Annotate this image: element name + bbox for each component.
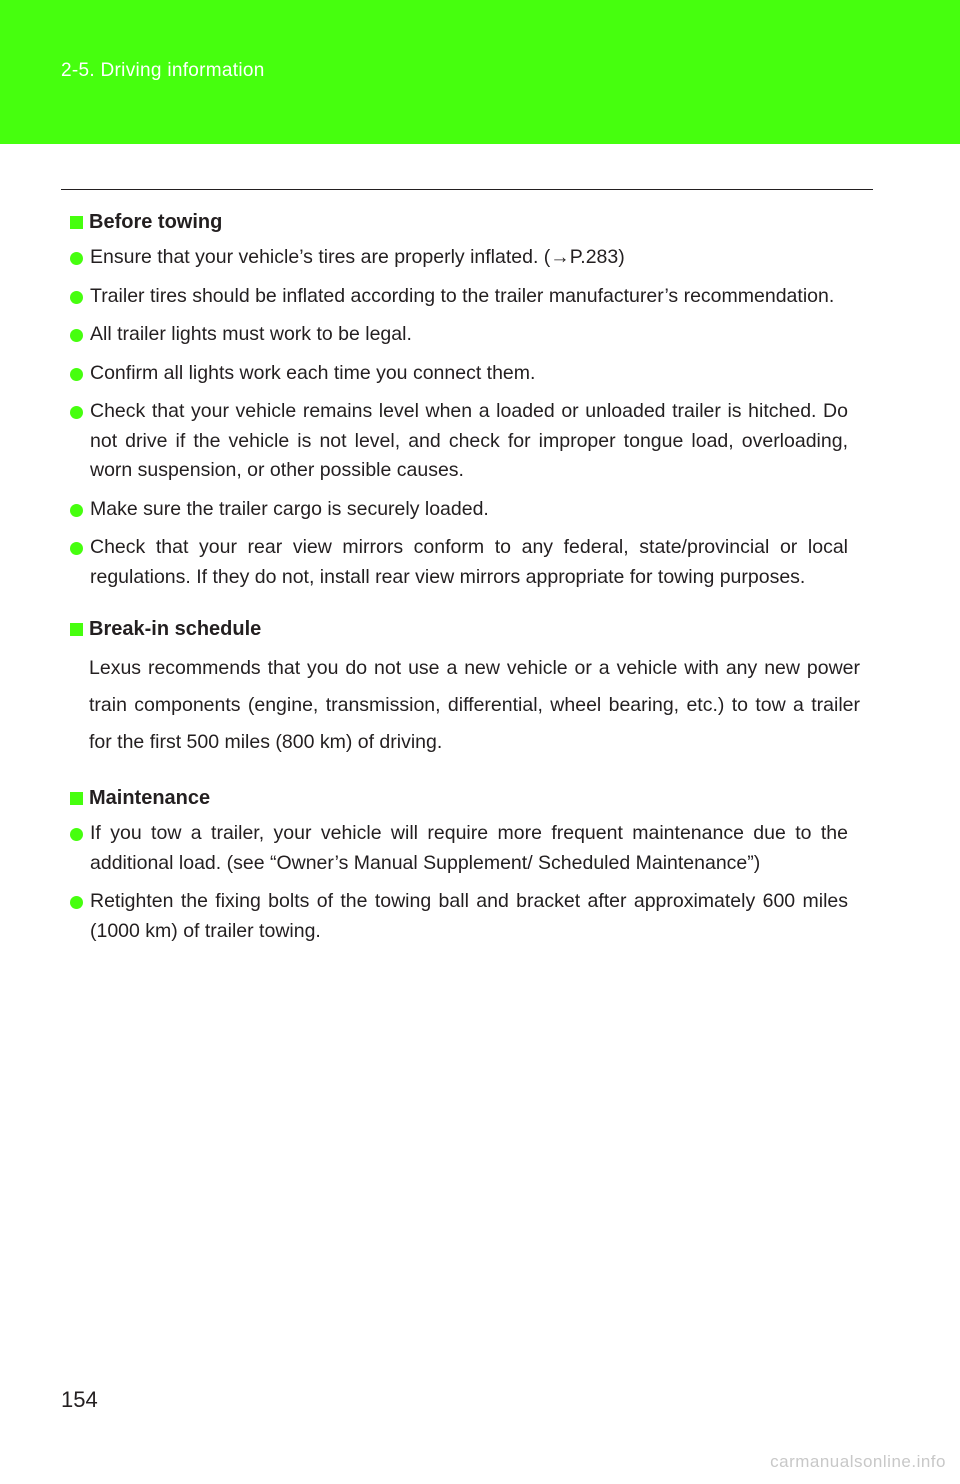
list-item: [70, 887, 860, 946]
list-item-text: If you tow a trailer, your vehicle will require more frequent maintenance due to the additional load. (see “Owner’s Manual Supplement/ Scheduled Maintenance”): [90, 822, 848, 874]
square-bullet-icon: [70, 216, 83, 229]
section-heading: [70, 614, 860, 644]
list-item-text: Check that your rear view mirrors conform to any federal, state/provincial or local regulations. If they do not, install rear view mirrors appropriate for towing purposes.: [90, 536, 848, 588]
list-item-text: Make sure the trailer cargo is securely loaded.: [90, 497, 489, 520]
circle-bullet-icon: [70, 291, 83, 304]
list-item: [70, 359, 860, 389]
header-band: [0, 0, 960, 144]
list-item: [70, 282, 860, 312]
bullet-list: [70, 819, 860, 946]
page-number: 154: [61, 1387, 98, 1412]
page-content: [70, 207, 860, 968]
section-before-towing: [70, 207, 860, 592]
list-item: [70, 533, 860, 592]
circle-bullet-icon: [70, 329, 83, 342]
list-item: [70, 397, 860, 486]
circle-bullet-icon: [70, 406, 83, 419]
list-item-text: Check that your vehicle remains level when a loaded or unloaded trailer is hitched. Do not drive if the vehicle is not level, and check for improper tongue load, overloading, worn suspension, or other possible causes.: [90, 400, 848, 481]
list-item-text: All trailer lights must work to be legal.: [90, 323, 412, 345]
bullet-list: [70, 243, 860, 592]
watermark: carmanualsonline.info: [770, 1452, 946, 1471]
section-heading-text: Before towing: [89, 211, 223, 233]
circle-bullet-icon: [70, 252, 83, 265]
list-item-text: Retighten the fixing bolts of the towing ball and bracket after approximately 600 miles (1000 km) of trailer towing.: [90, 890, 848, 942]
section-maintenance: [70, 783, 860, 946]
list-item: [70, 243, 860, 273]
list-item-text: Trailer tires should be inflated according to the trailer manufacturer’s recommendation.: [90, 284, 835, 307]
circle-bullet-icon: [70, 896, 83, 909]
section-heading-text: Maintenance: [89, 787, 211, 809]
list-item: [70, 819, 860, 878]
section-title: 2-5. Driving information: [61, 60, 265, 81]
circle-bullet-icon: [70, 828, 83, 841]
list-item-text: Ensure that your vehicle’s tires are properly inflated. (→P.283): [90, 246, 625, 268]
list-item-text: Confirm all lights work each time you connect them.: [90, 361, 536, 384]
section-heading: [70, 783, 860, 813]
circle-bullet-icon: [70, 504, 83, 517]
square-bullet-icon: [70, 792, 83, 805]
list-item: [70, 320, 860, 350]
square-bullet-icon: [70, 623, 83, 636]
list-item: [70, 495, 860, 525]
circle-bullet-icon: [70, 368, 83, 381]
circle-bullet-icon: [70, 542, 83, 555]
section-heading: [70, 207, 860, 237]
divider: [61, 189, 873, 190]
section-heading-text: Break-in schedule: [89, 618, 262, 640]
section-break-in-schedule: [70, 614, 860, 761]
section-paragraph: Lexus recommends that you do not use a new vehicle or a vehicle with any new power train components (engine, transmission, differential, wheel bearing, etc.) to tow a trailer for the first 500 miles (800 km) of driving.: [89, 657, 860, 753]
